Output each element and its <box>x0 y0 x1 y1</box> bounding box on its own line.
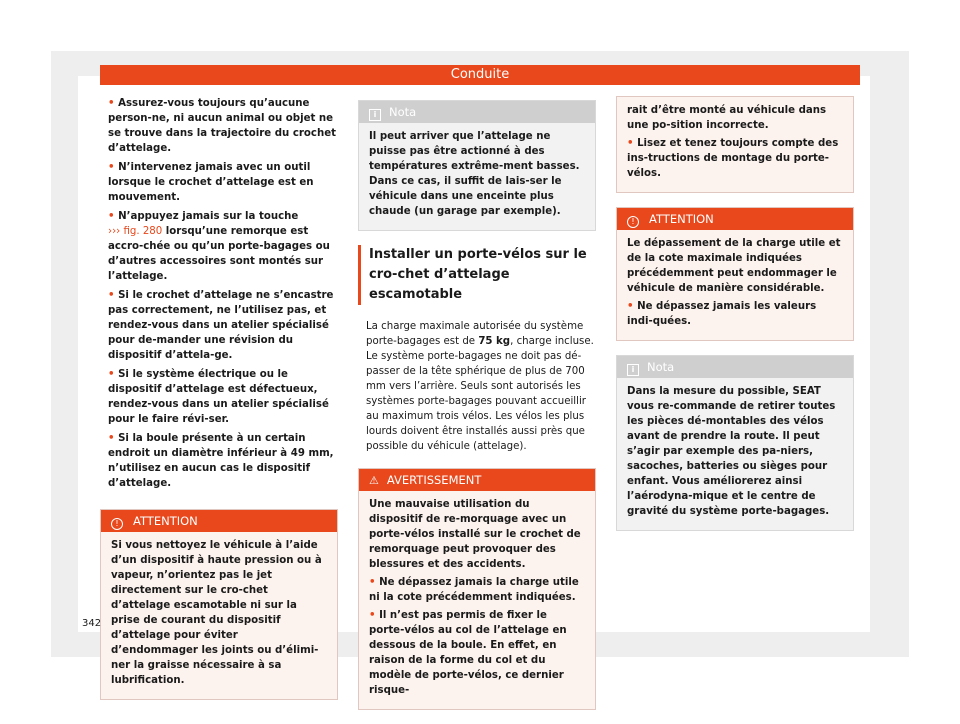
warning-bullet: • Il n’est pas permis de fixer le porte-vélos au col de l’attelage en dessous de la boule. En effet, en raison de la forme du col et du modèle de porte-vélos, ce dernier risque- <box>369 610 567 696</box>
info-icon: i <box>369 109 381 121</box>
bullet-dot-icon: • <box>108 369 115 380</box>
safety-bullet: • Si le système électrique ou le dispositif d’attelage est défectueux, rendez-vous dans un atelier spécialisé pour le faire révi-ser. <box>108 369 329 425</box>
warning-box <box>358 468 596 710</box>
bullet-dot-icon: • <box>627 138 634 149</box>
note-box <box>358 100 596 231</box>
chapter-header: Conduite <box>100 65 860 85</box>
safety-bullet: • Si le crochet d’attelage ne s’encastre pas correctement, ne l’utilisez pas, et rendez-vous dans un atelier spécialisé pour de-mander une révision du dispositif d’attela-ge. <box>108 290 334 361</box>
note-box <box>616 355 854 531</box>
attention-bullet: • Ne dépassez jamais les valeurs indi-quées. <box>627 301 817 327</box>
exclamation-circle-icon: ! <box>627 216 639 228</box>
bullet-dot-icon: • <box>369 610 376 621</box>
section-title: Installer un porte-vélos sur le cro-chet d’attelage escamotable <box>358 245 596 305</box>
bullet-dot-icon: • <box>108 433 115 444</box>
safety-bullet: • N’intervenez jamais avec un outil lorsque le crochet d’attelage est en mouvement. <box>108 162 314 203</box>
note-body: Il peut arriver que l’attelage ne puisse pas être actionné à des températures extrême-ment basses. Dans ce cas, il suffit de lais-ser le véhicule dans une enceinte plus chaude (un garage par exemple). <box>369 131 580 217</box>
warning-header: ⚠ AVERTISSEMENT <box>359 469 595 491</box>
exclamation-circle-icon: ! <box>111 518 123 530</box>
warning-continued-body: rait d’être monté au véhicule dans une po-sition incorrecte. • Lisez et tenez toujours compte des ins-tructions de montage du porte-vélos. <box>617 97 853 192</box>
bullet-dot-icon: • <box>108 211 115 222</box>
safety-bullet: • N’appuyez jamais sur la touche ››› fig. 280 lorsqu’une remorque est accro-chée ou qu’un porte-bagages ou d’autres accessoires sont montés sur l’attelage. <box>108 211 330 282</box>
safety-bullet: • Si la boule présente à un certain endroit un diamètre inférieur à 49 mm, n’utilisez en aucun cas le dispositif d’attelage. <box>108 433 334 489</box>
warning-bullet: • Ne dépassez jamais la charge utile ni la cote précédemment indiquées. <box>369 577 579 603</box>
attention-box <box>616 207 854 341</box>
warning-body: Une mauvaise utilisation du dispositif de re-morquage avec un porte-vélos installé sur le crochet de remorquage peut provoquer des blessures et des accidents. • Ne dépassez jamais la charge utile ni la cote précédemment indiquées. • Il n’est pas permis de fixer le porte-vélos au col de l’attelage en dessous de la boule. En effet, en raison de la forme du col et du modèle de porte-vélos, ce dernier risque- <box>359 491 595 709</box>
attention-box <box>100 509 338 700</box>
page-number: 342 <box>82 618 102 629</box>
bullet-dot-icon: • <box>369 577 376 588</box>
bullet-dot-icon: • <box>627 301 634 312</box>
warning-triangle-icon: ⚠ <box>369 474 379 487</box>
warning-continued-box <box>616 96 854 193</box>
note-header: i Nota <box>617 356 853 378</box>
attention-header: ! ATTENTION <box>617 208 853 230</box>
column-2 <box>358 100 596 724</box>
bullet-dot-icon: • <box>108 98 115 109</box>
attention-body: Le dépassement de la charge utile et de la cote maximale indiquées précédemment peut endommager le véhicule de manière considérable. • Ne dépassez jamais les valeurs indi-quées. <box>617 230 853 340</box>
bullet-dot-icon: • <box>108 290 115 301</box>
figure-reference-link[interactable]: ››› fig. 280 <box>108 226 163 237</box>
attention-body: Si vous nettoyez le véhicule à l’aide d’un dispositif à haute pression ou à vapeur, n’orientez pas le jet directement sur le cro-chet d’attelage escamotable ni sur la prise de courant du dispositif d’attelage pour éviter d’endommager les joints ou d’élimi-ner la graisse nécessaire à sa lubrification. <box>111 540 322 686</box>
note-body: Dans la mesure du possible, SEAT vous re-commande de retirer toutes les pièces dé-montables des vélos avant de prendre la route. Il peut s’agir par exemple des pa-niers, sacoches, batteries ou sièges pour enfant. Vous améliorerez ainsi l’aérodyna-mique et le centre de gravité du système porte-bagages. <box>627 386 836 517</box>
attention-header: ! ATTENTION <box>101 510 337 532</box>
body-paragraph: La charge maximale autorisée du système porte-bagages est de 75 kg, charge incluse. Le système porte-bagages ne doit pas dé-passer de la tête sphérique de plus de 700 mm vers l’arrière. Seuls sont autorisés les systèmes porte-bagages pouvant accueillir au maximum trois vélos. Les vélos les plus lourds doivent être installés aussi près que possible du véhicule (attelage). <box>366 321 594 452</box>
info-icon: i <box>627 364 639 376</box>
note-header: i Nota <box>359 101 595 123</box>
column-1 <box>100 96 338 714</box>
safety-bullet: • Assurez-vous toujours qu’aucune person-ne, ni aucun animal ou objet ne se trouve dans la trajectoire du crochet d’attelage. <box>108 98 336 154</box>
column-3 <box>616 96 854 545</box>
bullet-dot-icon: • <box>108 162 115 173</box>
warning-bullet: • Lisez et tenez toujours compte des ins-tructions de montage du porte-vélos. <box>627 138 839 179</box>
